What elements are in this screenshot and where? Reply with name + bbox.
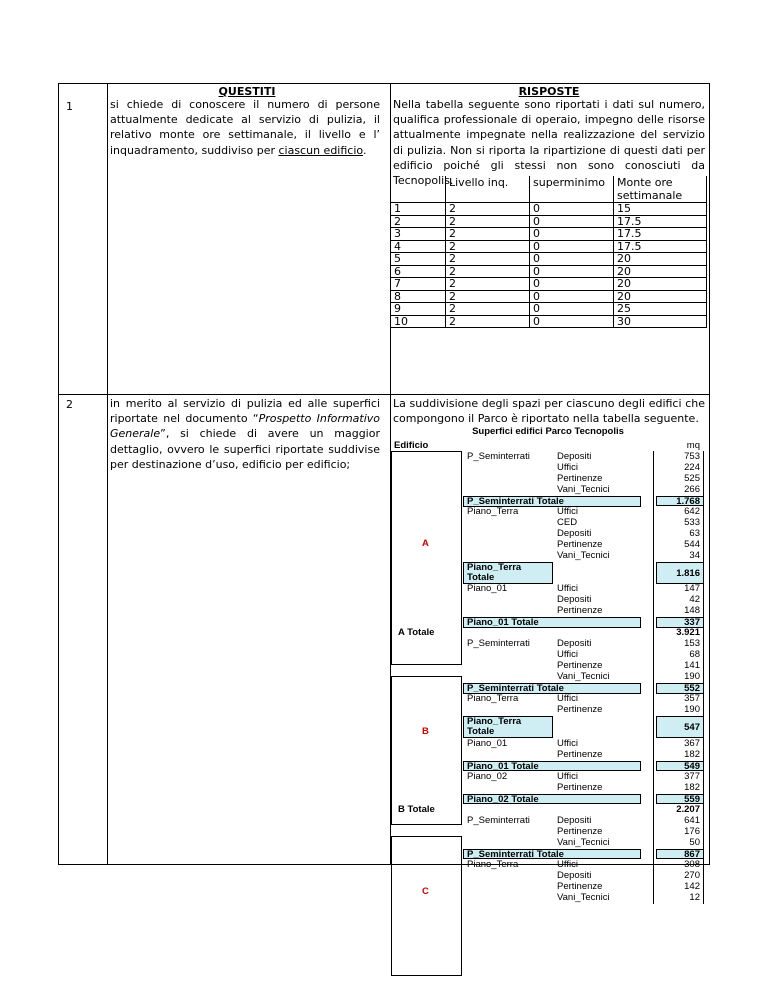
staff-cell: 0 <box>530 315 614 328</box>
staff-table <box>390 176 707 328</box>
edificio-label: C <box>422 886 429 897</box>
staff-cell: 0 <box>530 265 614 278</box>
table-row <box>391 253 707 266</box>
mq-value: 357 <box>684 693 700 705</box>
destinazione-label: Pertinenze <box>557 781 603 793</box>
destinazione-label: Depositi <box>557 638 592 650</box>
staff-cell: 30 <box>614 315 707 328</box>
destinazione-label: Pertinenze <box>557 704 603 716</box>
staff-cell: 5 <box>391 253 446 266</box>
staff-cell: 0 <box>530 290 614 303</box>
question-text: . <box>362 143 367 157</box>
destinazione-label: Uffici <box>557 649 578 661</box>
row-number: 2 <box>66 398 73 411</box>
mq-value: 12 <box>689 891 700 903</box>
destinazione-label: Vani_Tecnici <box>557 836 610 848</box>
staff-header-cell <box>391 176 446 203</box>
mq-value: 549 <box>656 761 704 771</box>
piano-totale <box>463 562 553 584</box>
staff-cell: 17.5 <box>614 240 707 253</box>
destinazione-label: Depositi <box>557 528 592 539</box>
piano-label: Piano_02 <box>467 770 508 782</box>
mq-value: 182 <box>684 781 700 793</box>
mq-value: 367 <box>684 737 700 749</box>
edificio-totale: A Totale <box>398 627 435 639</box>
mq-value: 190 <box>684 671 700 683</box>
staff-cell: 0 <box>530 253 614 266</box>
staff-cell: 2 <box>446 253 530 266</box>
staff-cell: 2 <box>446 240 530 253</box>
mq-value: 42 <box>689 594 700 606</box>
mq-column <box>653 451 704 904</box>
staff-cell: 2 <box>446 265 530 278</box>
mq-value: 308 <box>684 858 700 870</box>
staff-table-header <box>391 176 707 203</box>
mq-value: 2.207 <box>676 803 700 815</box>
staff-cell: 15 <box>614 203 707 216</box>
edificio-totale: B Totale <box>398 803 435 815</box>
staff-header-cell: Livello inq. <box>446 176 530 203</box>
mq-value: 224 <box>684 462 700 473</box>
destinazione-label: Uffici <box>557 693 578 705</box>
piano-label: Piano_Terra <box>467 506 519 517</box>
destinazione-label: Uffici <box>557 583 578 595</box>
mq-value: 147 <box>684 583 700 595</box>
destinazione-label: Vani_Tecnici <box>557 671 610 683</box>
staff-cell: 0 <box>530 203 614 216</box>
answer-1: Nella tabella seguente sono riportati i dati sul numero, qualifica professionale di operaio, impegno delle risorse attualmente impegnate nella realizzazione del servizio di pulizia. Non si riporta la ripartizione di questi dati per edificio poiché gli stessi non sono conosciuti da Tecnopolis. <box>393 98 705 188</box>
question-2 <box>110 396 380 472</box>
mq-value: 377 <box>684 770 700 782</box>
row-number: 1 <box>66 100 73 113</box>
destinazione-label: Uffici <box>557 770 578 782</box>
staff-cell: 4 <box>391 240 446 253</box>
table-row <box>391 203 707 216</box>
destinazione-label: Depositi <box>557 869 592 881</box>
mq-value: 3.921 <box>676 627 700 639</box>
staff-cell: 10 <box>391 315 446 328</box>
destinazione-label: Vani_Tecnici <box>557 484 610 495</box>
header-risposte: RISPOSTE <box>518 85 580 98</box>
edificio-label: B <box>422 726 429 737</box>
edificio-label: A <box>422 538 429 549</box>
staff-cell: 2 <box>446 203 530 216</box>
staff-cell: 6 <box>391 265 446 278</box>
piano-label: P_Seminterrati <box>467 638 530 650</box>
table-row <box>391 290 707 303</box>
destinazione-label: Vani_Tecnici <box>557 550 610 561</box>
answer-2: La suddivisione degli spazi per ciascuno degli edifici che compongono il Parco è riportato nella tabella seguente. <box>393 397 705 426</box>
table-row <box>391 228 707 241</box>
staff-header-cell: superminimo <box>530 176 614 203</box>
piano-totale: Piano_01 Totale <box>463 761 641 772</box>
staff-cell: 20 <box>614 278 707 291</box>
staff-cell: 1 <box>391 203 446 216</box>
destinazione-label: Pertinenze <box>557 605 603 617</box>
mq-value: 641 <box>684 814 700 826</box>
mq-value: 753 <box>684 451 700 462</box>
staff-cell: 2 <box>391 215 446 228</box>
table-row <box>391 240 707 253</box>
question-1 <box>110 97 380 158</box>
piano-label: Piano_Terra <box>467 858 519 870</box>
destinazione-label: Depositi <box>557 451 592 462</box>
destinazione-label: Vani_Tecnici <box>557 891 610 903</box>
staff-cell: 20 <box>614 253 707 266</box>
mq-value: 544 <box>684 539 700 550</box>
destinazione-label: Pertinenze <box>557 880 603 892</box>
piano-totale-text: Totale <box>467 726 495 738</box>
destinazione-label: Depositi <box>557 814 592 826</box>
piano-totale-text: Totale <box>467 572 495 583</box>
staff-cell: 0 <box>530 228 614 241</box>
staff-cell: 2 <box>446 315 530 328</box>
destinazione-label: Pertinenze <box>557 660 603 672</box>
mq-value: 552 <box>656 683 704 693</box>
mq-value: 547 <box>656 716 704 738</box>
mq-value: 50 <box>689 836 700 848</box>
destinazione-label: Pertinenze <box>557 825 603 837</box>
staff-cell: 0 <box>530 215 614 228</box>
staff-header-cell: Monte ore settimanale <box>614 176 707 203</box>
staff-cell: 0 <box>530 278 614 291</box>
mq-value: 34 <box>689 550 700 561</box>
mq-value: 270 <box>684 869 700 881</box>
staff-cell: 8 <box>391 290 446 303</box>
table-row <box>391 265 707 278</box>
destinazione-label: Depositi <box>557 594 592 606</box>
destinazione-label: Pertinenze <box>557 473 603 484</box>
question-text: in merito al servizio di pulizia ed alle superfici riportate nel documento “ <box>110 397 380 426</box>
piano-totale: Piano_01 Totale <box>463 617 641 628</box>
table-row <box>391 303 707 316</box>
staff-cell: 2 <box>446 215 530 228</box>
destinazione-label: Pertinenze <box>557 539 603 550</box>
mq-value: 176 <box>684 825 700 837</box>
destinazione-label: CED <box>557 517 578 528</box>
col-mq: mq <box>686 440 700 451</box>
mq-value: 190 <box>684 704 700 716</box>
staff-cell: 7 <box>391 278 446 291</box>
staff-cell: 3 <box>391 228 446 241</box>
piano-totale: P_Seminterrati Totale <box>463 683 641 694</box>
mq-value: 1.816 <box>656 562 704 584</box>
staff-cell: 9 <box>391 303 446 316</box>
destinazione-label: Uffici <box>557 462 578 473</box>
mq-value: 867 <box>656 849 704 859</box>
piano-label: Piano_Terra <box>467 693 519 705</box>
staff-cell: 17.5 <box>614 228 707 241</box>
destinazione-label: Uffici <box>557 737 578 749</box>
mq-value: 148 <box>684 605 700 617</box>
piano-label: Piano_01 <box>467 583 508 595</box>
staff-cell: 2 <box>446 303 530 316</box>
staff-cell: 0 <box>530 240 614 253</box>
col-edificio: Edificio <box>394 440 429 451</box>
mq-value: 68 <box>689 649 700 661</box>
piano-totale: P_Seminterrati Totale <box>463 849 641 860</box>
staff-cell: 25 <box>614 303 707 316</box>
piano-totale: P_Seminterrati Totale <box>463 496 641 507</box>
mq-value: 533 <box>684 517 700 528</box>
mq-value: 337 <box>656 617 704 627</box>
piano-label: P_Seminterrati <box>467 451 530 462</box>
destinazione-label: Uffici <box>557 506 578 517</box>
staff-cell: 2 <box>446 228 530 241</box>
table-row <box>391 278 707 291</box>
staff-cell: 2 <box>446 278 530 291</box>
staff-cell: 17.5 <box>614 215 707 228</box>
question-text: si chiede di conoscere il numero di persone attualmente dedicate al servizio di pulizia, il relativo monte ore settimanale, il livello e l’ inquadramento, suddiviso per <box>110 98 380 157</box>
mq-value: 142 <box>684 880 700 892</box>
table-row <box>391 315 707 328</box>
divider <box>107 84 108 864</box>
mq-value: 153 <box>684 638 700 650</box>
mq-value: 525 <box>684 473 700 484</box>
piano-totale-text: Piano_Terra <box>467 716 522 728</box>
staff-cell: 20 <box>614 290 707 303</box>
piano-totale: Piano_02 Totale <box>463 794 641 805</box>
mq-value: 266 <box>684 484 700 495</box>
table-row <box>391 215 707 228</box>
mq-value: 1.768 <box>656 496 704 506</box>
piano-label: P_Seminterrati <box>467 814 530 826</box>
mq-value: 141 <box>684 660 700 672</box>
piano-label: Piano_01 <box>467 737 508 749</box>
mq-value: 642 <box>684 506 700 517</box>
mq-value: 63 <box>689 528 700 539</box>
staff-cell: 2 <box>446 290 530 303</box>
question-underlined: ciascun edificio <box>278 143 363 157</box>
staff-cell: 20 <box>614 265 707 278</box>
question-text: ”, si chiede di avere un maggior dettaglio, ovvero le superfici riportate suddivise per destinazione d’uso, edificio per edificio; <box>110 427 380 471</box>
question-italic: Prospetto Informativo Generale <box>110 412 381 441</box>
staff-cell: 0 <box>530 303 614 316</box>
mq-value: 559 <box>656 794 704 804</box>
divider <box>59 394 709 395</box>
header-questiti: QUESTITI <box>218 85 276 98</box>
piano-totale-text: Piano_Terra <box>467 562 522 573</box>
destinazione-label: Uffici <box>557 858 578 870</box>
superfici-title: Superfici edifici Parco Tecnopolis <box>472 426 624 437</box>
destinazione-label: Pertinenze <box>557 748 603 760</box>
mq-value: 182 <box>684 748 700 760</box>
piano-totale <box>463 716 553 738</box>
